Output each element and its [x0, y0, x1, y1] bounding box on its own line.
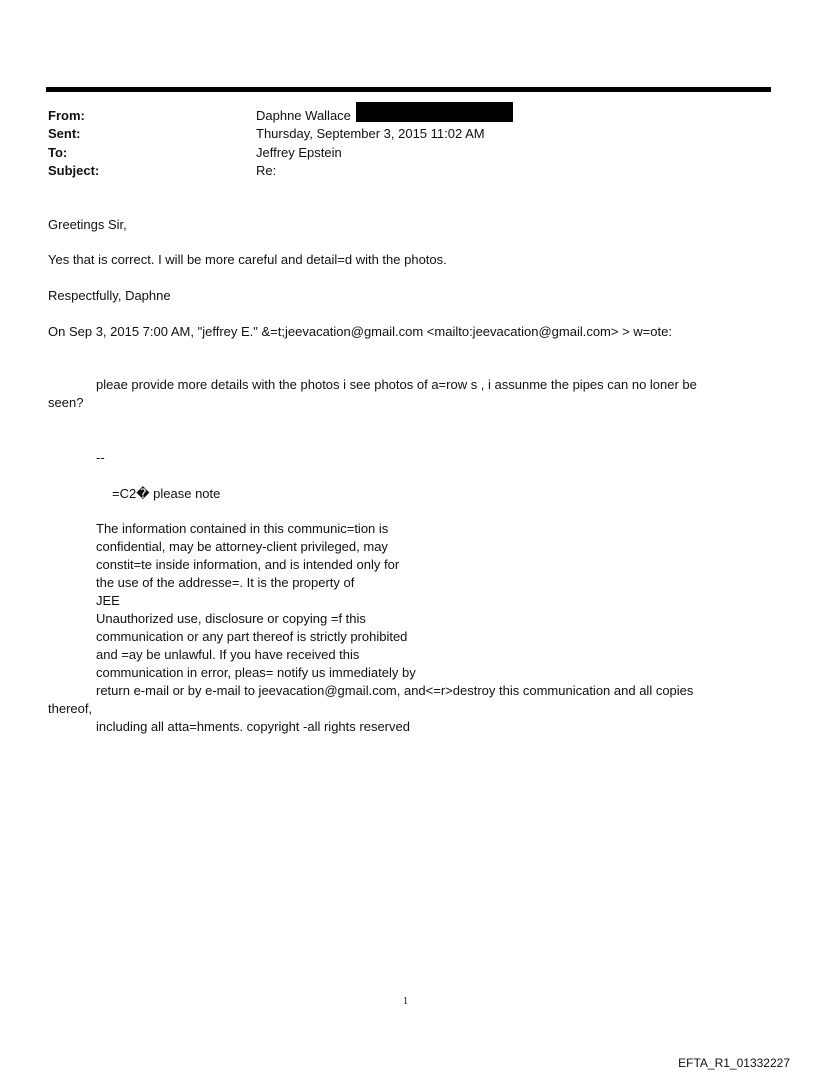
- to-value: Jeffrey Epstein: [256, 145, 342, 160]
- disclaimer-line: communication or any part thereof is strictly prohibited: [96, 629, 408, 644]
- subject-value: Re:: [256, 163, 277, 178]
- disclaimer-line: and =ay be unlawful. If you have received this: [96, 647, 360, 662]
- document-id: EFTA_R1_01332227: [678, 1056, 790, 1070]
- disclaimer-line: including all atta=hments. copyright -all rights reserved: [96, 719, 410, 734]
- sent-value: Thursday, September 3, 2015 11:02 AM: [256, 126, 485, 141]
- quote-intro: On Sep 3, 2015 7:00 AM, "jeffrey E." &=t;jeevacation@gmail.com <mailto:jeevacation@gmail.com> > w=ote:: [48, 324, 672, 339]
- disclaimer-line: Unauthorized use, disclosure or copying =f this: [96, 611, 366, 626]
- greeting: Greetings Sir,: [48, 217, 127, 232]
- disclaimer-line: the use of the addresse=. It is the property of: [96, 575, 355, 590]
- from-value: Daphne Wallace: [256, 108, 351, 123]
- redaction-bar: [356, 102, 513, 122]
- disclaimer-line: return e-mail or by e-mail to jeevacation@gmail.com, and<=r>destroy this communication and all copies: [96, 683, 694, 698]
- page-number: 1: [403, 996, 408, 1007]
- header-rule: [46, 87, 771, 92]
- signoff: Respectfully, Daphne: [48, 288, 171, 303]
- signature-note: =C2� please note: [112, 486, 221, 501]
- reply-text: Yes that is correct. I will be more careful and detail=d with the photos.: [48, 252, 447, 267]
- disclaimer-line: JEE: [96, 593, 120, 608]
- disclaimer-line: thereof,: [48, 701, 93, 716]
- sent-label: Sent:: [48, 126, 81, 141]
- disclaimer-line: The information contained in this communic=tion is: [96, 521, 389, 536]
- disclaimer-line: constit=te inside information, and is intended only for: [96, 557, 400, 572]
- disclaimer-line: confidential, may be attorney-client privileged, may: [96, 539, 388, 554]
- to-label: To:: [48, 145, 68, 160]
- quoted-line-2: seen?: [48, 395, 84, 410]
- signature-dashes: --: [96, 450, 105, 465]
- from-label: From:: [48, 108, 85, 123]
- disclaimer-line: communication in error, pleas= notify us immediately by: [96, 665, 416, 680]
- quoted-line-1: pleae provide more details with the photos i see photos of a=row s , i assunme the pipes can no loner be: [96, 377, 697, 392]
- subject-label: Subject:: [48, 163, 100, 178]
